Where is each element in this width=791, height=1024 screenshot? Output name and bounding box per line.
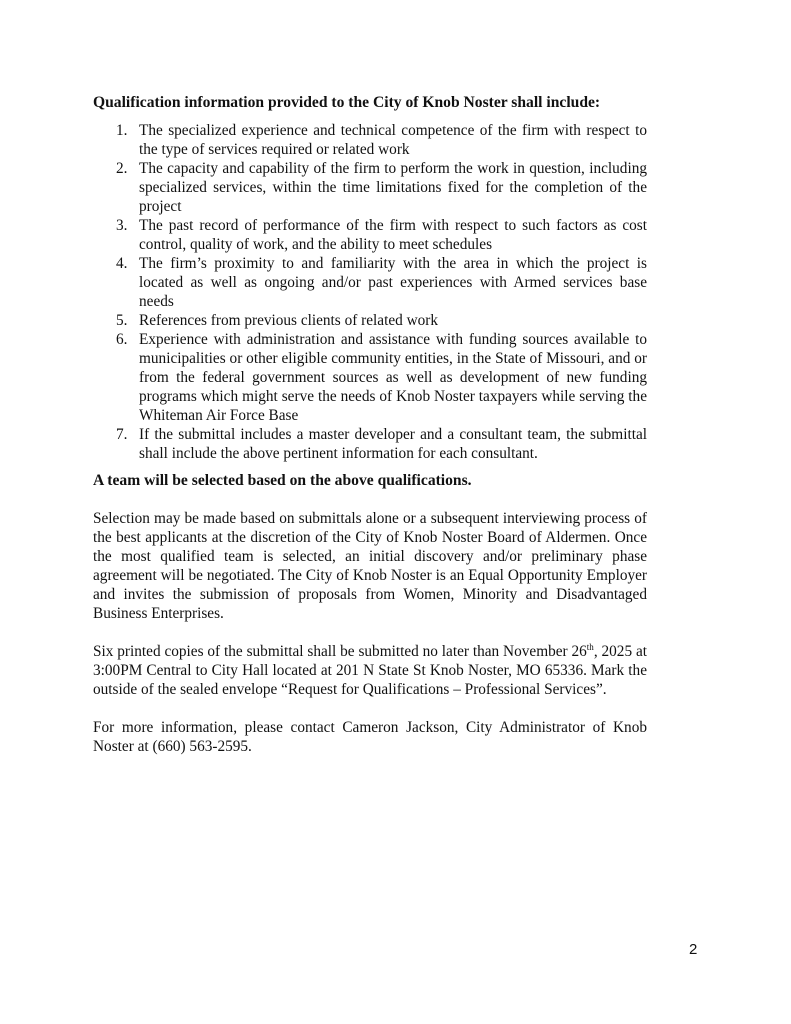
submission-text-before-date: Six printed copies of the submittal shall be submitted no later than November 26	[93, 643, 587, 660]
list-item-number: 1.	[116, 122, 128, 139]
list-item	[93, 159, 647, 216]
list-item-number: 4.	[116, 255, 128, 272]
list-item-text: The firm’s proximity to and familiarity with the area in which the project is located as well as ongoing and/or past experiences with Armed services base needs	[139, 255, 647, 310]
list-item-text: The past record of performance of the firm with respect to such factors as cost control, quality of work, and the ability to meet schedules	[139, 217, 647, 253]
list-item-text: If the submittal includes a master developer and a consultant team, the submittal shall include the above pertinent information for each consultant.	[139, 426, 647, 462]
qualification-list	[93, 121, 647, 463]
document-page	[93, 93, 647, 756]
list-item-number: 7.	[116, 426, 128, 443]
list-item-text: Experience with administration and assistance with funding sources available to municipalities or other eligible community entities, in the State of Missouri, and or from the federal government sources as well as development of new funding programs which might serve the needs of Knob Noster taxpayers while serving the Whiteman Air Force Base	[139, 331, 647, 424]
selection-paragraph: Selection may be made based on submittals alone or a subsequent interviewing process of the best applicants at the discretion of the City of Knob Noster Board of Aldermen. Once the most qualified team is selected, an initial discovery and/or preliminary phase agreement will be negotiated. The City of Knob Noster is an Equal Opportunity Employer and invites the submission of proposals from Women, Minority and Disadvantaged Business Enterprises.	[93, 510, 647, 622]
submission-paragraph	[93, 642, 647, 699]
contact-paragraph: For more information, please contact Cameron Jackson, City Administrator of Knob Noster at (660) 563-2595.	[93, 719, 647, 755]
list-item	[93, 254, 647, 311]
list-item-number: 6.	[116, 331, 128, 348]
list-item	[93, 311, 647, 330]
selection-heading: A team will be selected based on the above qualifications.	[93, 472, 472, 489]
qualification-heading: Qualification information provided to the City of Knob Noster shall include:	[93, 94, 601, 111]
page-number: 2	[689, 941, 698, 958]
list-item-text: The specialized experience and technical competence of the firm with respect to the type of services required or related work	[139, 122, 647, 158]
date-ordinal-suffix: th	[586, 641, 594, 652]
list-item	[93, 121, 647, 159]
list-item-number: 2.	[116, 160, 128, 177]
list-item	[93, 216, 647, 254]
list-item	[93, 330, 647, 425]
list-item-text: The capacity and capability of the firm to perform the work in question, including specialized services, within the time limitations fixed for the completion of the project	[139, 160, 647, 215]
list-item-number: 3.	[116, 217, 128, 234]
list-item	[93, 425, 647, 463]
submission-text-after-date: , 2025 at 3:00PM Central to City Hall located at 201 N State St Knob Noster, MO 65336. Mark the outside of the sealed envelope “Request for Qualifications – Professional Services”.	[93, 643, 648, 698]
list-item-number: 5.	[116, 312, 128, 329]
list-item-text: References from previous clients of related work	[139, 312, 439, 329]
